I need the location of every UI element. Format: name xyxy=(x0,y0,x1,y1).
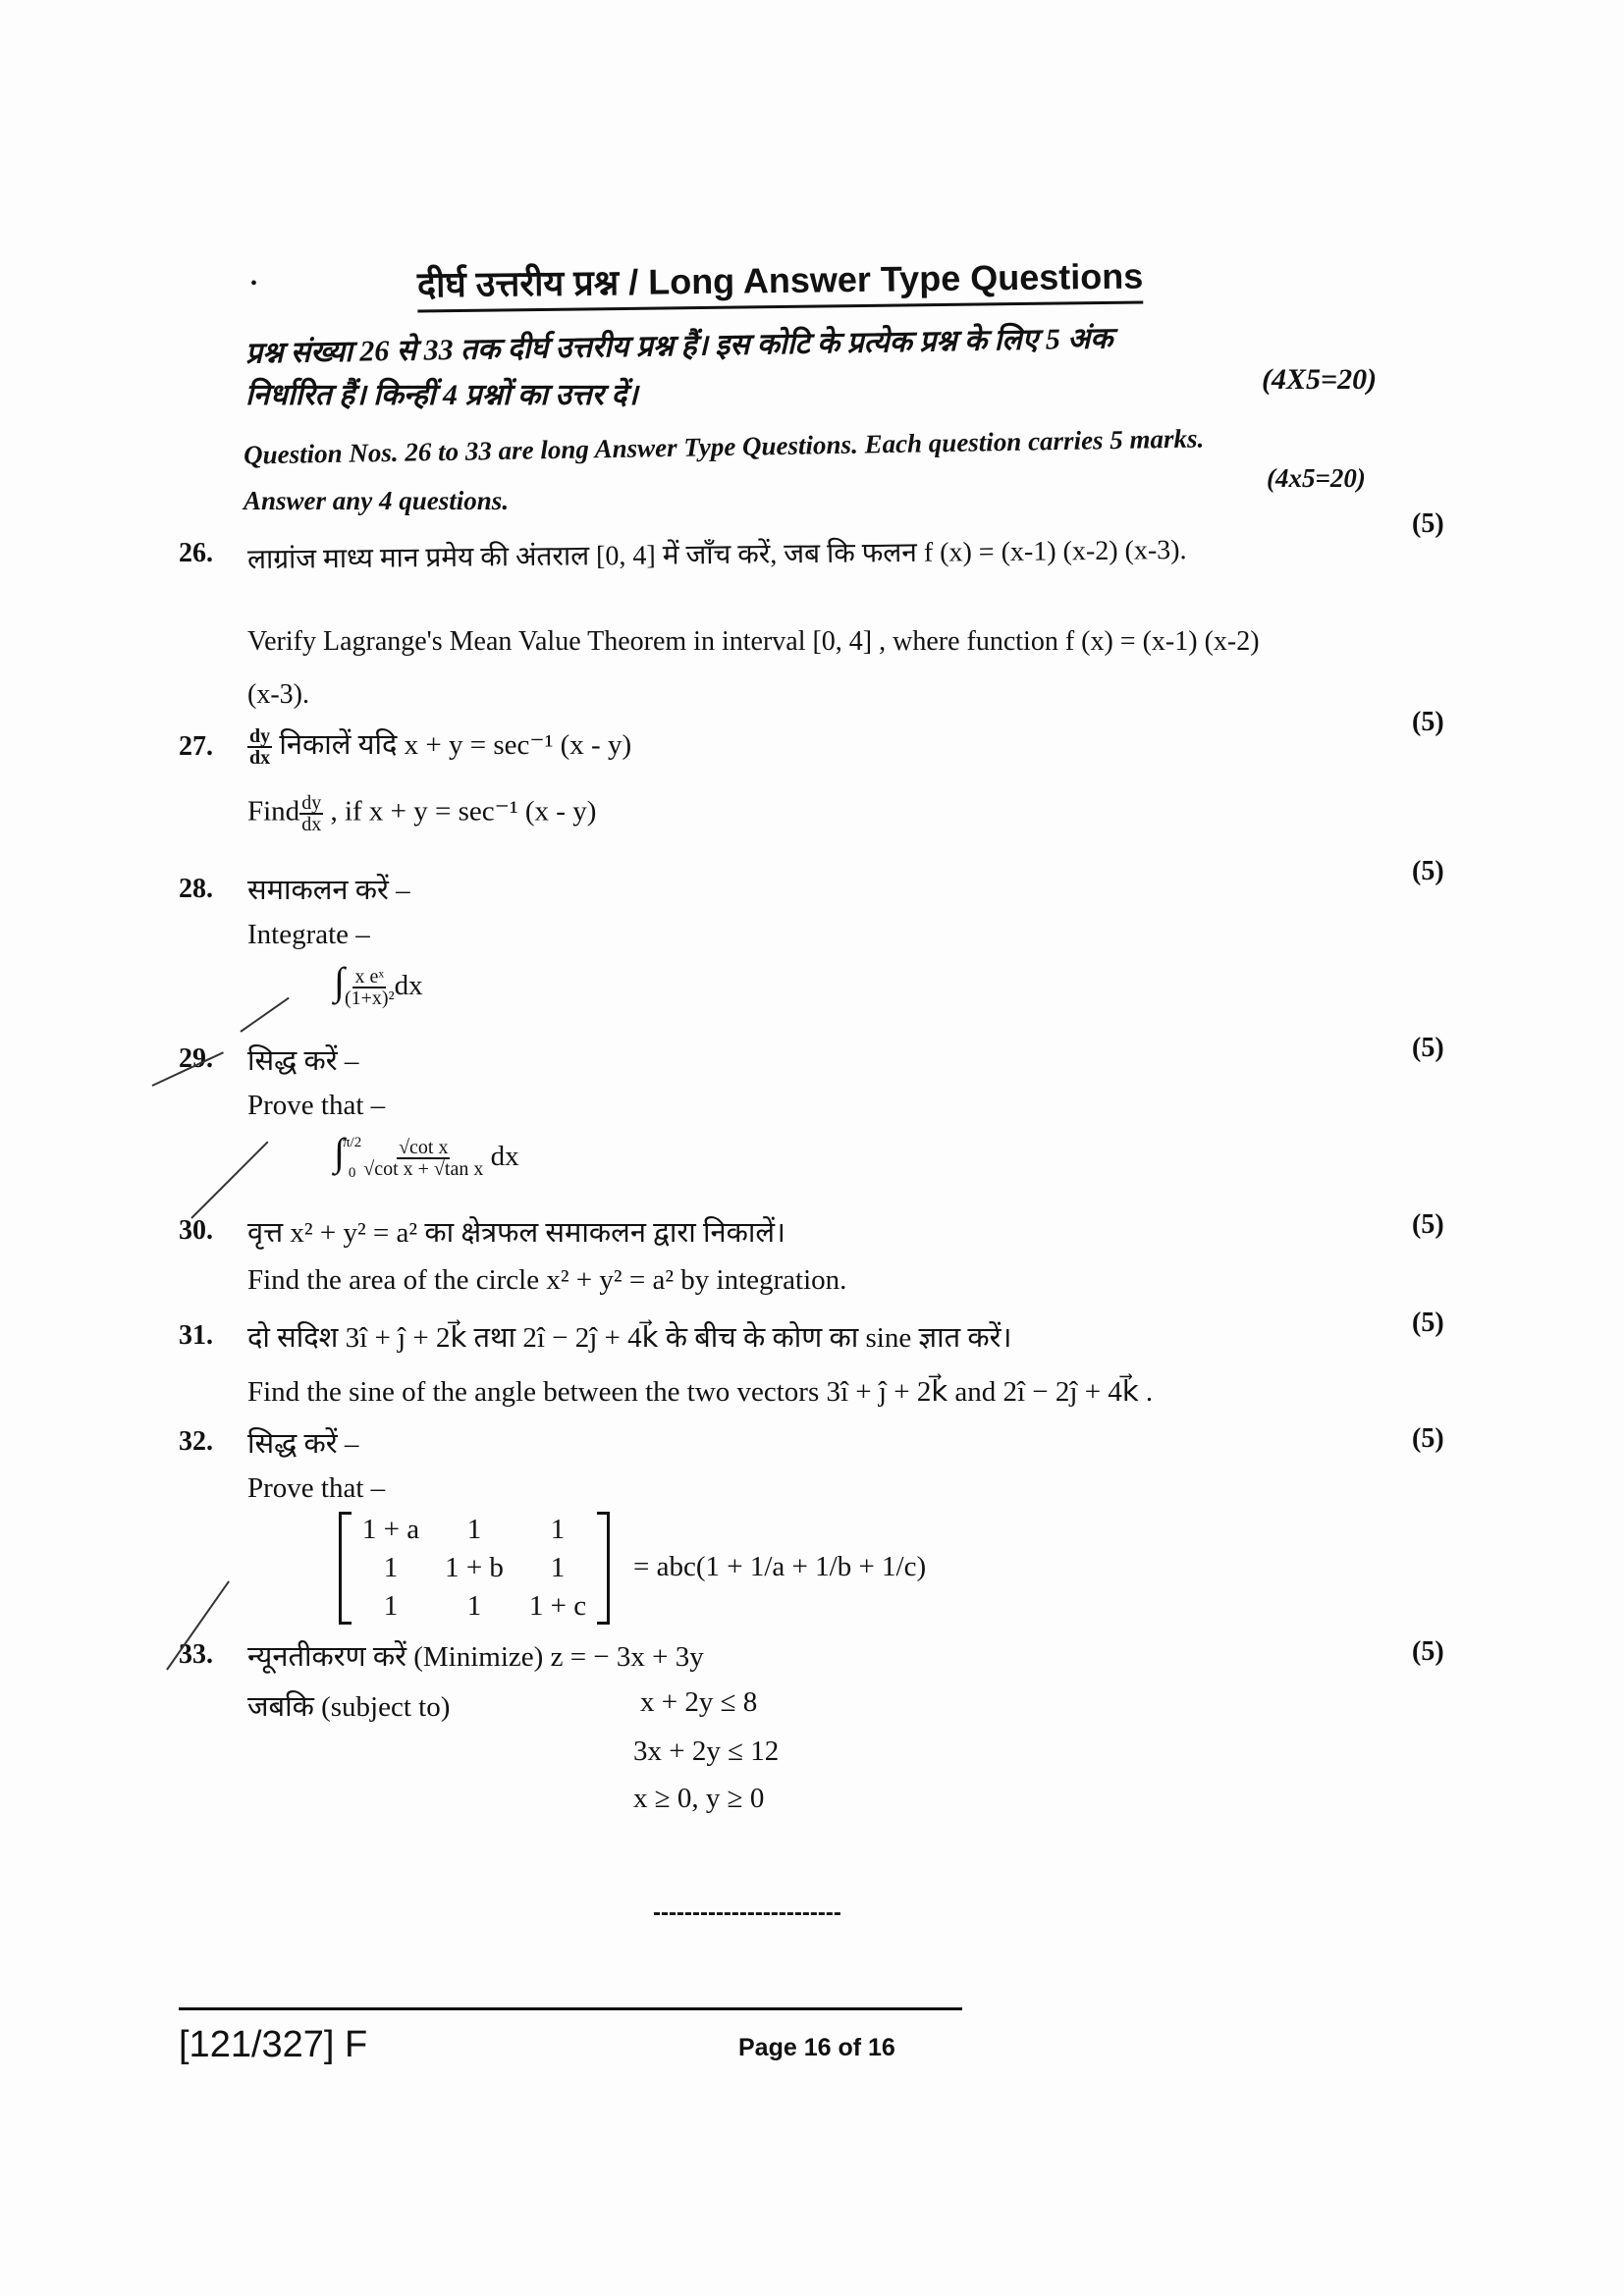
question-27-english: Find $\frac{dy}{dx}$ , if x + y = sec⁻¹ (x - y) xyxy=(247,792,597,835)
question-32-english: Prove that – xyxy=(247,1472,386,1504)
question-28-english: Integrate – xyxy=(247,919,370,950)
english-marks: (4x5=20) xyxy=(1267,463,1366,493)
constraint: x ≥ 0, y ≥ 0 xyxy=(633,1783,765,1814)
marks: (5) xyxy=(1412,508,1444,539)
hindi-instruction-1: प्रश्न संख्या 26 से 33 तक दीर्घ उत्तरीय प्रश्न हैं। इस कोटि के प्रत्येक प्रश्न के लिए 5 अंक xyxy=(244,322,1113,370)
hindi-marks: (4X5=20) xyxy=(1262,363,1378,396)
question-number: 27. xyxy=(179,731,213,762)
pen-mark xyxy=(190,1142,268,1219)
question-number: 26. xyxy=(179,538,213,568)
marks: (5) xyxy=(1412,1209,1444,1240)
end-divider: ------------------------ xyxy=(653,1899,841,1926)
section-title: दीर्घ उत्तरीय प्रश्न / Long Answer Type Questions xyxy=(417,250,1144,312)
determinant-rhs: = abc(1 + 1/a + 1/b + 1/c) xyxy=(633,1551,927,1582)
question-30-hindi: वृत्त x² + y² = a² का क्षेत्रफल समाकलन द्वारा निकालें। xyxy=(247,1217,786,1249)
question-26-english-cont: (x-3). xyxy=(247,679,309,710)
marks: (5) xyxy=(1412,1423,1444,1454)
determinant-matrix: 1 + a 1 1 1 1 + b 1 1 1 1 + c xyxy=(339,1512,610,1625)
subject-to-label: जबकि (subject to) xyxy=(247,1691,451,1723)
definite-integral: ∫ π/2 0 $\frac{\text{√cot x}}{\text{√cot x + √tan x}}$ dx xyxy=(334,1130,519,1182)
question-31-hindi: दो सदिश 3î + ĵ + 2k⃗ तथा 2î − 2ĵ + 4k⃗ के बीच के कोण का sine ज्ञात करें। xyxy=(247,1322,1012,1354)
paper-code: [121/327] F xyxy=(179,2024,368,2065)
marks: (5) xyxy=(1412,1033,1444,1063)
question-29-hindi: सिद्ध करें – xyxy=(247,1045,359,1077)
question-33-objective: न्यूनतीकरण करें (Minimize) z = − 3x + 3y xyxy=(247,1641,704,1673)
question-number: 33. xyxy=(179,1639,213,1670)
question-29-english: Prove that – xyxy=(247,1090,386,1121)
hindi-instruction-2: निर्धारित हैं। किन्हीं 4 प्रश्नों का उत्तर दें। xyxy=(245,379,638,411)
marks: (5) xyxy=(1412,707,1444,737)
question-30-english: Find the area of the circle x² + y² = a² by integration. xyxy=(247,1264,847,1296)
question-number: 30. xyxy=(179,1215,213,1246)
marks: (5) xyxy=(1412,856,1444,886)
page-number: Page 16 of 16 xyxy=(738,2034,895,2061)
marks: (5) xyxy=(1412,1636,1444,1667)
english-instruction-1: Question Nos. 26 to 33 are long Answer Type Questions. Each question carries 5 marks. xyxy=(243,423,1205,470)
question-28-hindi: समाकलन करें – xyxy=(247,875,410,906)
question-number: 28. xyxy=(179,874,213,904)
question-27-hindi: $\frac{dy}{dx}$ निकालें यदि x + y = sec⁻¹ (x - y) xyxy=(249,725,632,770)
question-32-hindi: सिद्ध करें – xyxy=(247,1428,359,1460)
english-instruction-2: Answer any 4 questions. xyxy=(244,486,510,515)
constraint: 3x + 2y ≤ 12 xyxy=(633,1735,780,1767)
pen-mark xyxy=(240,997,289,1033)
marks: (5) xyxy=(1412,1308,1444,1338)
bullet: • xyxy=(250,273,258,294)
question-31-english: Find the sine of the angle between the two vectors 3î + ĵ + 2k⃗ and 2î − 2ĵ + 4k⃗ . xyxy=(247,1376,1154,1408)
footer-rule xyxy=(179,2007,962,2010)
question-26-hindi: लाग्रांज माध्य मान प्रमेय की अंतराल [0, 4] में जाँच करें, जब कि फलन f (x) = (x-1) (x-2) (x-3). xyxy=(246,534,1187,576)
integral-expression: ∫ $\frac{\text{x eˣ}}{\text{(1+x)²}}$ dx xyxy=(334,959,423,1010)
constraint: x + 2y ≤ 8 xyxy=(640,1686,758,1718)
question-26-english: Verify Lagrange's Mean Value Theorem in interval [0, 4] , where function f (x) = (x-1) (x-2) xyxy=(247,626,1260,657)
question-number: 31. xyxy=(179,1320,213,1351)
question-number: 29. xyxy=(179,1043,213,1074)
question-number: 32. xyxy=(179,1426,213,1457)
